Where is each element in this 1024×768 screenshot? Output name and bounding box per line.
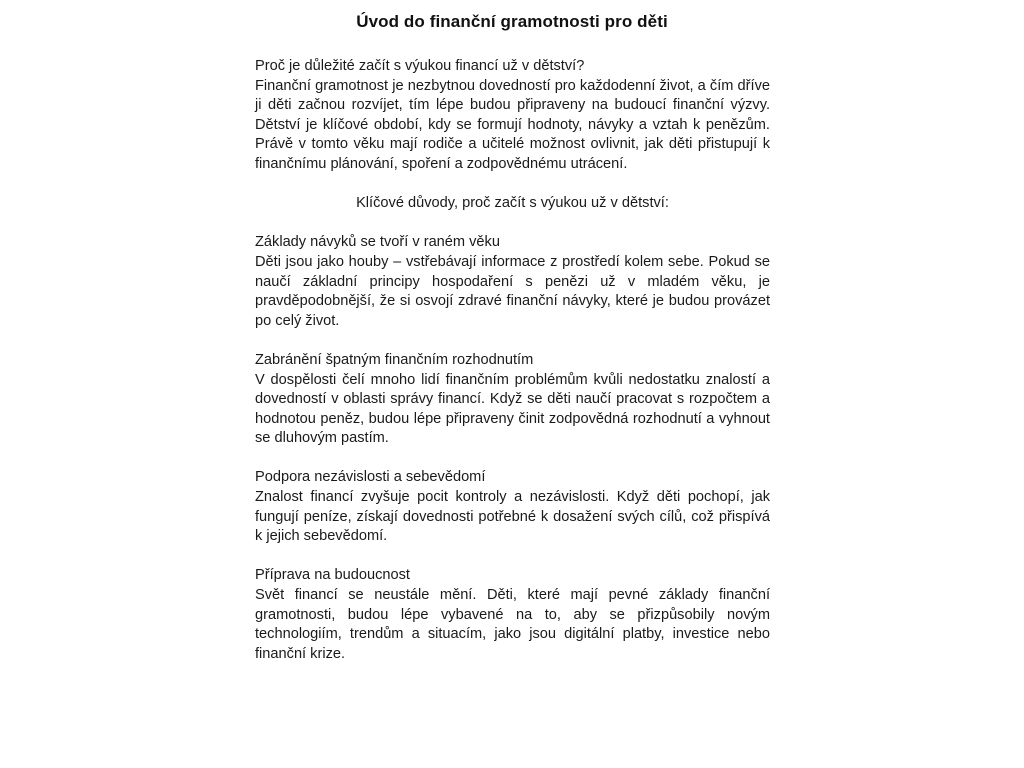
reasons-heading: Klíčové důvody, proč začít s výukou už v dětství: [356,195,669,212]
section-paragraph: Svět financí se neustále mění. Děti, které mají pevné základy finanční gramotnosti, budou lépe vybavené na to, aby se přizpůsobily novým technologiím, trendům a situacím, jako jsou digitální platby, investice nebo finanční krize. [255,587,770,662]
section-heading: Zabránění špatným finančním rozhodnutím [255,351,534,368]
section-heading: Základy návyků se tvoří v raném věku [255,234,500,251]
section-paragraph: Znalost financí zvyšuje pocit kontroly a nezávislosti. Když děti pochopí, jak fungují peníze, získají dovednosti potřebné k dosažení svých cílů, což přispívá k jejich sebevědomí. [255,489,770,545]
page-title: Úvod do finanční gramotnosti pro děti [356,12,668,31]
section-heading: Podpora nezávislosti a sebevědomí [255,469,486,486]
section-bad-decisions [255,351,770,449]
section-paragraph: V dospělosti čelí mnoho lidí finančním problémům kvůli nedostatku znalostí a dovedností v oblasti správy financí. Když se děti naučí pracovat s rozpočtem a hodnotou peněz, budou lépe připraveny činit zodpovědná rozhodnutí a vyhnout se dluhovým pastím. [255,371,770,447]
document-content [255,57,770,684]
section-habits [255,233,770,331]
section-heading: Příprava na budoucnost [255,567,410,584]
intro-section [255,57,770,175]
intro-paragraph: Finanční gramotnost je nezbytnou dovedností pro každodenní život, a čím dříve ji děti začnou rozvíjet, tím lépe budou připraveny na budoucí finanční výzvy. Dětství je klíčové období, kdy se formují hodnoty, návyky a vztah k penězům. Právě v tomto věku mají rodiče a učitelé možnost ovlivnit, jak děti přistupují k finančnímu plánování, spoření a zodpovědnému utrácení. [255,77,770,172]
section-independence [255,468,770,546]
intro-heading: Proč je důležité začít s výukou financí už v dětství? [255,58,585,74]
section-paragraph: Děti jsou jako houby – vstřebávají informace z prostředí kolem sebe. Pokud se naučí základní principy hospodaření s penězi už v mladém věku, je pravděpodobnější, že si osvojí zdravé finanční návyky, které je budou provázet po celý život. [255,253,770,329]
section-future [255,566,770,664]
